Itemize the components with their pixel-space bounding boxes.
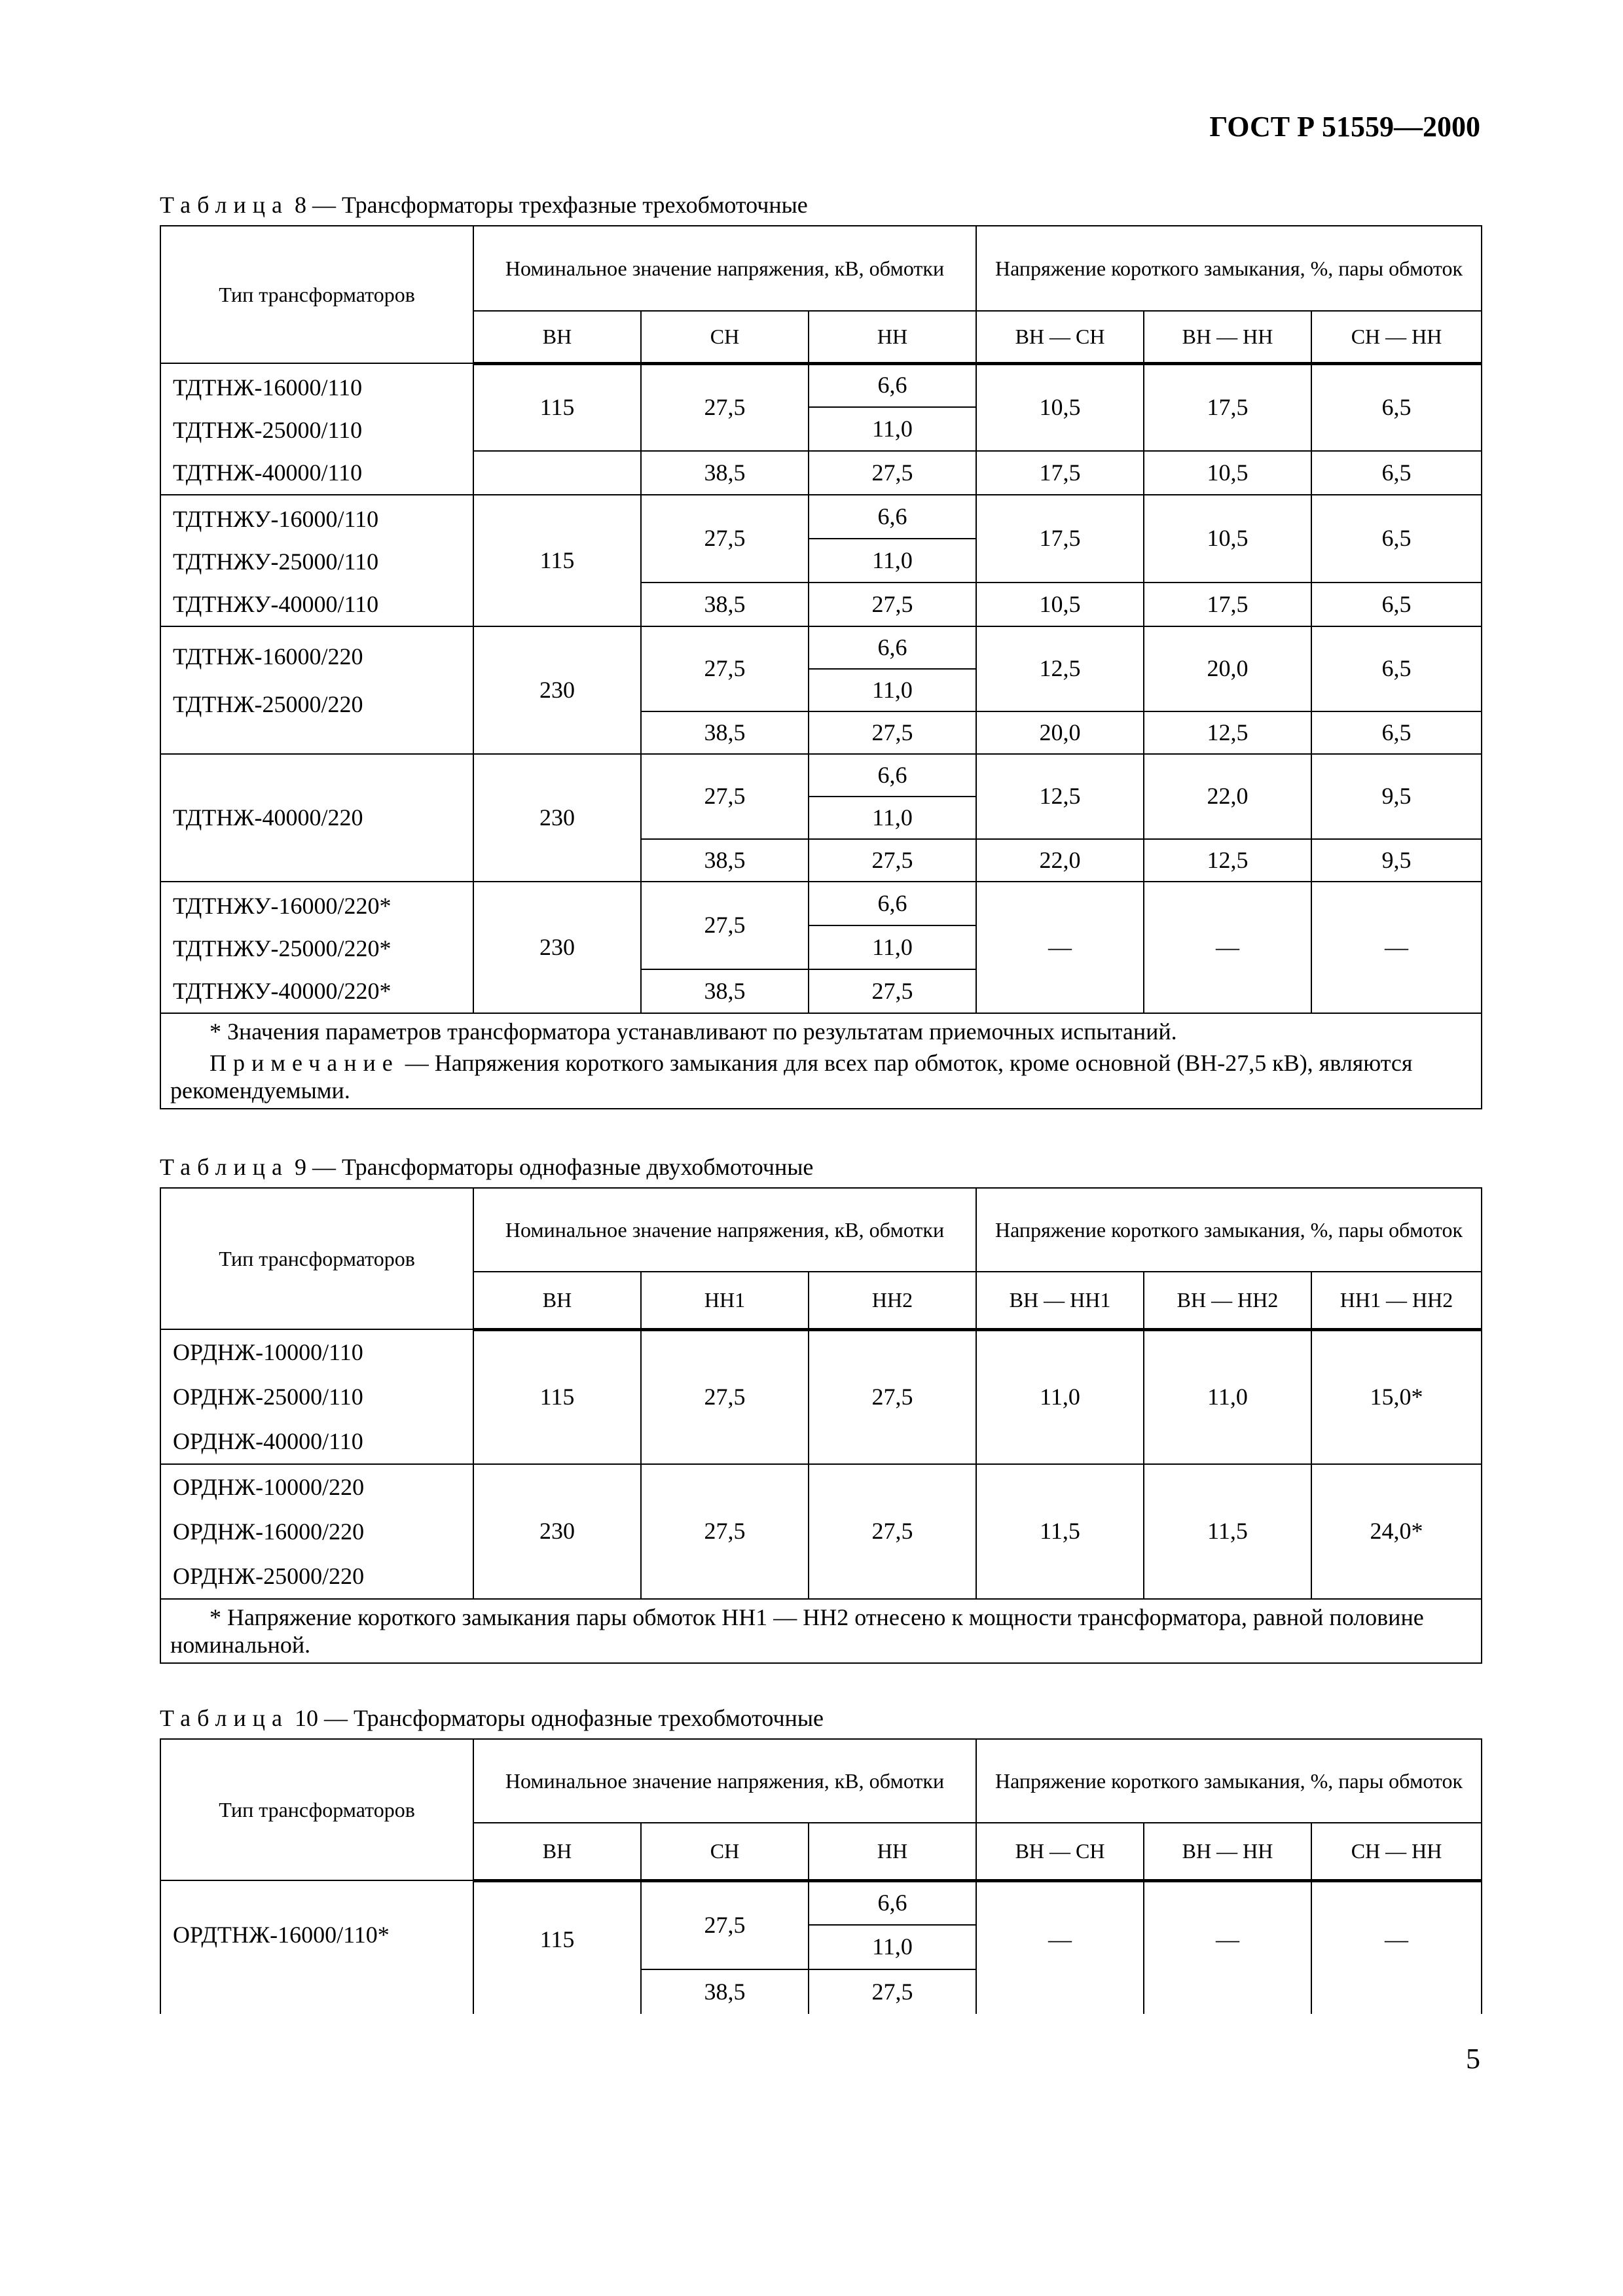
cell: 9,5 xyxy=(1311,754,1482,839)
cell: 12,5 xyxy=(1144,839,1311,882)
cell: 27,5 xyxy=(809,451,976,495)
cell: 6,6 xyxy=(809,1880,976,1925)
type-list: ОРДТНЖ-16000/110* xyxy=(160,1880,473,2014)
type-list: ТДТНЖУ-16000/220* ТДТНЖУ-25000/220* ТДТНЖУ-40000/220* xyxy=(160,882,473,1013)
sub-header: ВН — НН2 xyxy=(1144,1272,1311,1329)
nominal-voltage-header: Номинальное значение напряжения, кВ, обмотки xyxy=(473,1188,976,1272)
cell: — xyxy=(976,1880,1144,2014)
sub-header: НН xyxy=(809,1823,976,1880)
sub-header: ВН xyxy=(473,1272,641,1329)
cell: 38,5 xyxy=(641,451,809,495)
nominal-voltage-header: Номинальное значение напряжения, кВ, обмотки xyxy=(473,226,976,311)
cell: — xyxy=(1144,882,1311,1013)
sub-header: ВН — НН xyxy=(1144,1823,1311,1880)
sub-header: ВН — НН1 xyxy=(976,1272,1144,1329)
nominal-voltage-header: Номинальное значение напряжения, кВ, обмотки xyxy=(473,1739,976,1823)
cell: 10,5 xyxy=(1144,451,1311,495)
cell: 22,0 xyxy=(1144,754,1311,839)
cell: 27,5 xyxy=(641,1880,809,1969)
cell: 11,5 xyxy=(976,1464,1144,1599)
cell: 17,5 xyxy=(1144,363,1311,451)
sub-header: ВН xyxy=(473,1823,641,1880)
cell: 27,5 xyxy=(641,1329,809,1464)
cell: 27,5 xyxy=(809,583,976,626)
cell: 27,5 xyxy=(641,1464,809,1599)
cell: 20,0 xyxy=(1144,626,1311,711)
cell: 38,5 xyxy=(641,583,809,626)
cell: 230 xyxy=(473,754,641,882)
cell: 12,5 xyxy=(1144,711,1311,754)
sub-header: СН xyxy=(641,1823,809,1880)
cell: 27,5 xyxy=(809,1329,976,1464)
cell: 27,5 xyxy=(641,754,809,839)
footnote: * Значения параметров трансформатора устанавливают по результатам приемочных испытаний. xyxy=(210,1018,1177,1045)
cell: 27,5 xyxy=(641,626,809,711)
cell: 11,5 xyxy=(1144,1464,1311,1599)
cell: — xyxy=(1311,882,1482,1013)
cell: 38,5 xyxy=(641,839,809,882)
cell: 12,5 xyxy=(976,626,1144,711)
cell: 115 xyxy=(473,1329,641,1464)
cell: 230 xyxy=(473,1464,641,1599)
cell: 11,0 xyxy=(809,407,976,451)
cell: 27,5 xyxy=(809,711,976,754)
cell: 15,0* xyxy=(1311,1329,1482,1464)
table9-notes xyxy=(160,1599,1482,1663)
cell: 6,5 xyxy=(1311,626,1482,711)
cell: 11,0 xyxy=(809,797,976,839)
cell: 230 xyxy=(473,626,641,754)
cell: 11,0 xyxy=(1144,1329,1311,1464)
cell: 6,6 xyxy=(809,626,976,669)
cell: 17,5 xyxy=(976,451,1144,495)
cell: 27,5 xyxy=(641,363,809,451)
type-column-header: Тип трансформаторов xyxy=(160,1739,473,1880)
cell: 10,5 xyxy=(976,583,1144,626)
cell: 17,5 xyxy=(976,495,1144,583)
type-list: ОРДНЖ-10000/220 ОРДНЖ-16000/220 ОРДНЖ-25000/220 xyxy=(160,1464,473,1599)
cell: — xyxy=(976,882,1144,1013)
sub-header: НН xyxy=(809,311,976,363)
cell: 6,5 xyxy=(1311,495,1482,583)
cell: 10,5 xyxy=(976,363,1144,451)
type-column-header: Тип трансформаторов xyxy=(160,226,473,363)
type-list: ТДТНЖ-40000/220 xyxy=(160,754,473,882)
cell: 230 xyxy=(473,882,641,1013)
cell: 115 xyxy=(473,495,641,626)
table9 xyxy=(160,1187,1482,1664)
cell: 27,5 xyxy=(809,1969,976,2014)
table8-caption: Таблица 8 — Трансформаторы трехфазные трехобмоточные xyxy=(160,192,808,218)
cell: 27,5 xyxy=(809,839,976,882)
cell: 11,0 xyxy=(809,1925,976,1969)
cell: — xyxy=(1144,1880,1311,2014)
cell: 10,5 xyxy=(1144,495,1311,583)
cell xyxy=(473,451,641,495)
sub-header: НН1 — НН2 xyxy=(1311,1272,1482,1329)
cell: 27,5 xyxy=(809,1464,976,1599)
cell: 6,6 xyxy=(809,754,976,797)
cell: 38,5 xyxy=(641,969,809,1013)
cell: 27,5 xyxy=(641,882,809,969)
short-circuit-header: Напряжение короткого замыкания, %, пары обмоток xyxy=(976,226,1482,311)
sub-header: НН2 xyxy=(809,1272,976,1329)
sub-header: ВН — СН xyxy=(976,1823,1144,1880)
table10 xyxy=(160,1738,1482,2014)
cell: 38,5 xyxy=(641,711,809,754)
cell: 11,0 xyxy=(976,1329,1144,1464)
cell: 9,5 xyxy=(1311,839,1482,882)
cell: 20,0 xyxy=(976,711,1144,754)
cell: 11,0 xyxy=(809,925,976,969)
cell: 17,5 xyxy=(1144,583,1311,626)
cell: 12,5 xyxy=(976,754,1144,839)
cell: 115 xyxy=(473,363,641,451)
table8 xyxy=(160,225,1482,1109)
cell: 11,0 xyxy=(809,539,976,583)
cell: 27,5 xyxy=(641,495,809,583)
cell: 11,0 xyxy=(809,669,976,711)
cell: 115 xyxy=(473,1880,641,2014)
type-column-header: Тип трансформаторов xyxy=(160,1188,473,1329)
sub-header: СН xyxy=(641,311,809,363)
page-number: 5 xyxy=(1466,2043,1480,2075)
cell: 6,5 xyxy=(1311,583,1482,626)
cell: — xyxy=(1311,1880,1482,2014)
cell: 6,5 xyxy=(1311,711,1482,754)
sub-header: СН — НН xyxy=(1311,311,1482,363)
type-list: ТДТНЖУ-16000/110 ТДТНЖУ-25000/110 ТДТНЖУ-40000/110 xyxy=(160,495,473,626)
table10-caption: Таблица 10 — Трансформаторы однофазные трехобмоточные xyxy=(160,1705,824,1731)
footnote: * Напряжение короткого замыкания пары обмоток НН1 — НН2 отнесено к мощности трансформатора, равной половине номинальной. xyxy=(170,1604,1424,1658)
cell: 6,6 xyxy=(809,495,976,539)
cell: 6,6 xyxy=(809,882,976,925)
type-list: ОРДНЖ-10000/110 ОРДНЖ-25000/110 ОРДНЖ-40000/110 xyxy=(160,1329,473,1464)
table8-notes xyxy=(160,1013,1482,1109)
cell: 24,0* xyxy=(1311,1464,1482,1599)
cell: 6,5 xyxy=(1311,363,1482,451)
sub-header: НН1 xyxy=(641,1272,809,1329)
cell: 22,0 xyxy=(976,839,1144,882)
cell: 27,5 xyxy=(809,969,976,1013)
sub-header: ВН — СН xyxy=(976,311,1144,363)
short-circuit-header: Напряжение короткого замыкания, %, пары обмоток xyxy=(976,1188,1482,1272)
table8-note: Примечание — Напряжения короткого замыкания для всех пар обмоток, кроме основной (ВН-27,5 кВ), являются рекомендуемыми. xyxy=(170,1050,1413,1103)
sub-header: ВН xyxy=(473,311,641,363)
sub-header: СН — НН xyxy=(1311,1823,1482,1880)
cell: 38,5 xyxy=(641,1969,809,2014)
type-list: ТДТНЖ-16000/110 ТДТНЖ-25000/110 ТДТНЖ-40000/110 xyxy=(160,363,473,495)
table9-caption: Таблица 9 — Трансформаторы однофазные двухобмоточные xyxy=(160,1154,814,1180)
type-list: ТДТНЖ-16000/220 ТДТНЖ-25000/220 xyxy=(160,626,473,754)
document-code: ГОСТ Р 51559—2000 xyxy=(1209,111,1480,143)
cell: 6,6 xyxy=(809,363,976,407)
cell: 6,5 xyxy=(1311,451,1482,495)
sub-header: ВН — НН xyxy=(1144,311,1311,363)
short-circuit-header: Напряжение короткого замыкания, %, пары обмоток xyxy=(976,1739,1482,1823)
